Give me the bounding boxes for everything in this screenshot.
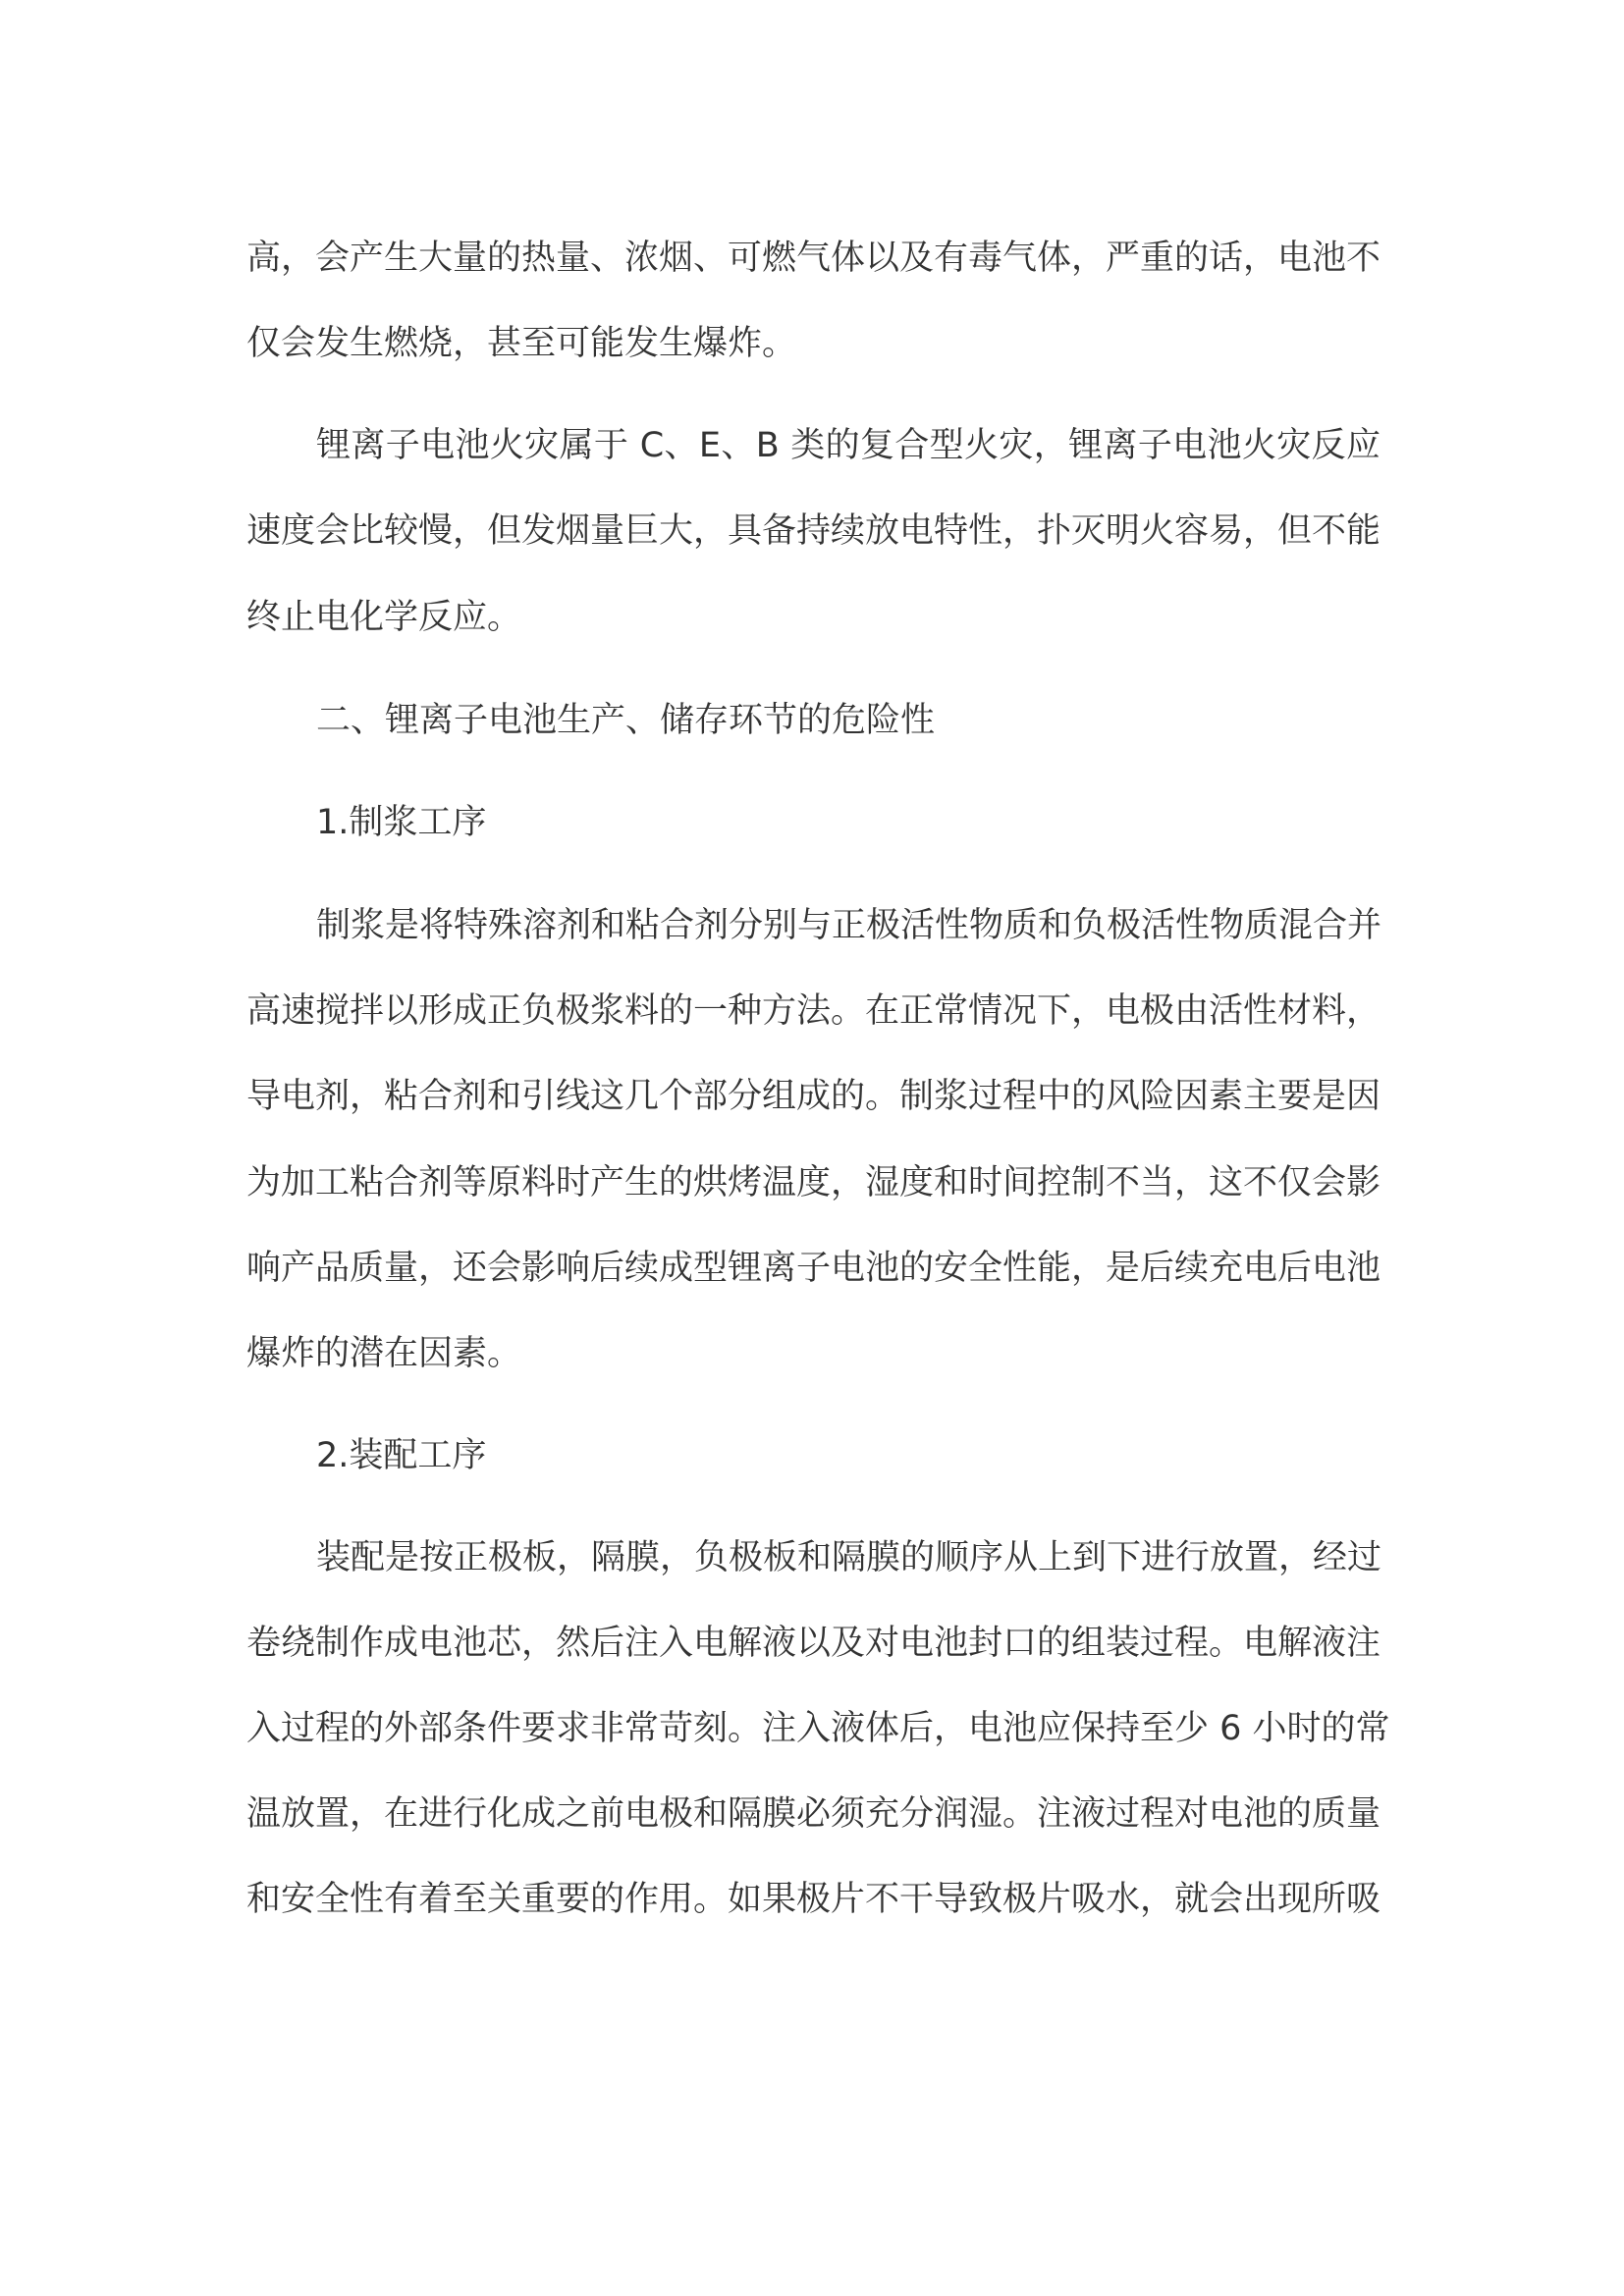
paragraph-7-line-5: 和安全性有着至关重要的作用。如果极片不干导致极片吸水，就会出现所吸: [246, 1880, 1381, 1919]
paragraph-5-line-1: 制浆是将特殊溶剂和粘合剂分别与正极活性物质和负极活性物质混合并: [316, 906, 1382, 945]
paragraph-2-line-2: 速度会比较慢，但发烟量巨大，具备持续放电特性，扑灭明火容易，但不能: [246, 511, 1381, 551]
subsection-heading-2: 2.装配工序: [316, 1436, 487, 1475]
section-heading: 二、锂离子电池生产、储存环节的危险性: [316, 701, 936, 740]
paragraph-5-line-4: 为加工粘合剂等原料时产生的烘烤温度，湿度和时间控制不当，这不仅会影: [246, 1163, 1381, 1202]
paragraph-7-line-4: 温放置，在进行化成之前电极和隔膜必须充分润湿。注液过程对电池的质量: [246, 1794, 1381, 1834]
paragraph-1-line-1: 高，会产生大量的热量、浓烟、可燃气体以及有毒气体，严重的话，电池不: [246, 239, 1381, 278]
paragraph-5-line-5: 响产品质量，还会影响后续成型锂离子电池的安全性能，是后续充电后电池: [246, 1249, 1381, 1288]
subsection-heading-1: 1.制浆工序: [316, 803, 487, 842]
paragraph-7-line-2: 卷绕制作成电池芯，然后注入电解液以及对电池封口的组装过程。电解液注: [246, 1624, 1381, 1663]
paragraph-5-line-3: 导电剂，粘合剂和引线这几个部分组成的。制浆过程中的风险因素主要是因: [246, 1077, 1381, 1116]
paragraph-7-line-3: 入过程的外部条件要求非常苛刻。注入液体后，电池应保持至少 6 小时的常: [246, 1709, 1390, 1748]
paragraph-5-line-2: 高速搅拌以形成正负极浆料的一种方法。在正常情况下，电极由活性材料，: [246, 991, 1381, 1031]
paragraph-7-line-1: 装配是按正极板，隔膜，负极板和隔膜的顺序从上到下进行放置，经过: [316, 1538, 1382, 1577]
paragraph-5-line-6: 爆炸的潜在因素。: [246, 1334, 522, 1373]
paragraph-2-line-1: 锂离子电池火灾属于 C、E、B 类的复合型火灾，锂离子电池火灾反应: [316, 426, 1380, 465]
paragraph-2-line-3: 终止电化学反应。: [246, 598, 522, 637]
paragraph-1-line-2: 仅会发生燃烧，甚至可能发生爆炸。: [246, 324, 797, 363]
